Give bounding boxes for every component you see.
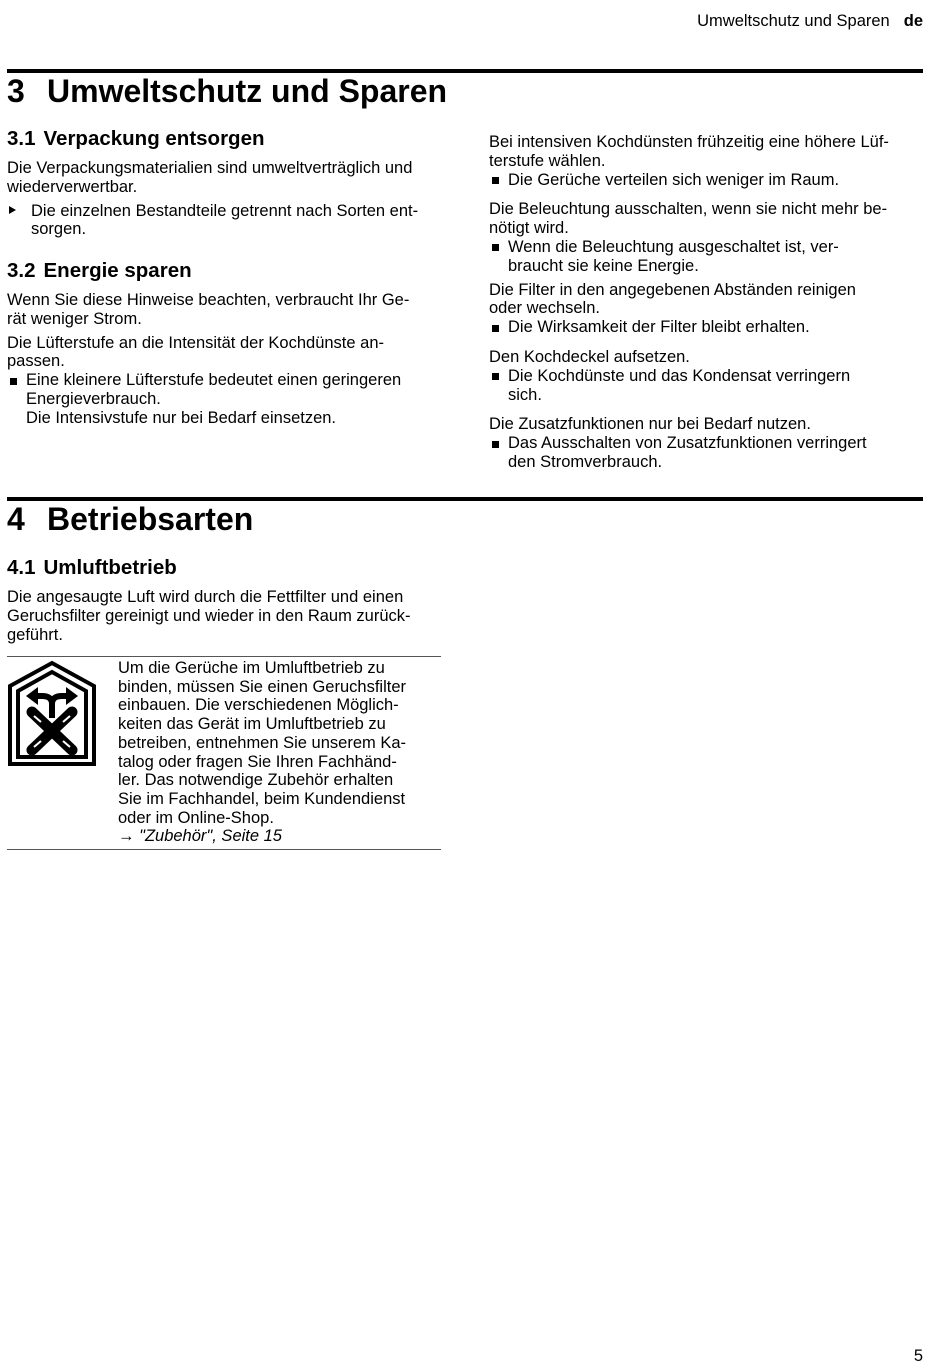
page-number: 5 xyxy=(913,1347,923,1365)
cross-reference-link[interactable]: "Zubehör", Seite 15 xyxy=(139,827,282,846)
chapter-4-heading xyxy=(7,500,253,538)
chapter-4-number: 4 xyxy=(7,501,25,537)
bullet-item: Die Wirksamkeit der Filter bleibt erhalten. xyxy=(489,318,919,337)
bullet-item: Die Gerüche verteilen sich weniger im Raum. xyxy=(489,171,919,190)
bullet-item: Eine kleinere Lüfterstufe bedeutet einen geringeren Energieverbrauch. Die Intensivstufe nur bei Bedarf einsetzen. xyxy=(7,371,447,427)
cross-reference-arrow-icon: → xyxy=(118,827,135,846)
header-language-code: de xyxy=(903,12,923,30)
section-3-1-heading xyxy=(7,127,265,151)
section-3-2-right-column xyxy=(489,133,919,472)
section-3-2-title: Energie sparen xyxy=(43,259,192,282)
chapter-3-title: Umweltschutz und Sparen xyxy=(47,73,448,109)
paragraph: Die Verpackungsmaterialien sind umweltverträglich und wiederverwertbar. xyxy=(7,159,413,196)
bullet-square-icon xyxy=(492,373,499,380)
section-4-1-heading xyxy=(7,556,177,580)
paragraph: Wenn Sie diese Hinweise beachten, verbraucht Ihr Ge- rät weniger Strom. xyxy=(7,291,410,328)
running-header xyxy=(697,11,923,31)
paragraph: Die Beleuchtung ausschalten, wenn sie nicht mehr be- nötigt wird. xyxy=(489,200,888,238)
bullet-square-icon xyxy=(492,177,499,184)
paragraph: Die Zusatzfunktionen nur bei Bedarf nutzen. xyxy=(489,415,811,434)
bullet-square-icon xyxy=(492,244,499,251)
note-bottom-rule xyxy=(7,849,441,850)
recirculation-mode-icon xyxy=(8,660,96,766)
section-4-1-title: Umluftbetrieb xyxy=(43,556,177,579)
section-3-1-title: Verpackung entsorgen xyxy=(43,127,265,150)
bullet-square-icon xyxy=(492,441,499,448)
bullet-item: Die Kochdünste und das Kondensat verringern sich. xyxy=(489,367,919,405)
note-top-rule xyxy=(7,656,441,657)
step-arrow-icon xyxy=(9,206,16,214)
paragraph: Die Lüfterstufe an die Intensität der Kochdünste an- passen. xyxy=(7,333,384,371)
paragraph: Die angesaugte Luft wird durch die Fettfilter und einen Geruchsfilter gereinigt und wieder in den Raum zurück- geführt. xyxy=(7,588,411,644)
chapter-3-heading xyxy=(7,72,447,110)
section-4-1-body xyxy=(7,588,447,644)
note-text xyxy=(118,659,438,846)
section-3-2-body xyxy=(7,291,447,428)
section-3-2-number: 3.2 xyxy=(7,259,36,282)
bullet-square-icon xyxy=(10,378,17,385)
section-3-2-heading xyxy=(7,259,192,283)
accessories-cross-reference[interactable] xyxy=(118,827,438,846)
note-paragraph: Um die Gerüche im Umluftbetrieb zu binden, müssen Sie einen Geruchsfilter einbauen. Die verschiedenen Möglich- keiten das Gerät im Umluftbetrieb zu betreiben, entnehmen Sie unserem Ka- talog oder fragen Sie Ihren Fachhänd- ler. Das notwendige Zubehör erhalten Sie im Fachhandel, beim Kundendienst oder im Online-Shop. xyxy=(118,659,407,827)
bullet-item: Das Ausschalten von Zusatzfunktionen verringert den Stromverbrauch. xyxy=(489,434,919,472)
header-section-title: Umweltschutz und Sparen xyxy=(697,12,890,30)
chapter-4-title: Betriebsarten xyxy=(47,501,254,537)
paragraph: Die Filter in den angegebenen Abständen reinigen oder wechseln. xyxy=(489,280,856,318)
chapter-3-number: 3 xyxy=(7,73,25,109)
section-3-1-number: 3.1 xyxy=(7,127,36,150)
section-3-1-body xyxy=(7,159,447,239)
section-4-1-number: 4.1 xyxy=(7,556,36,579)
bullet-item: Wenn die Beleuchtung ausgeschaltet ist, ver- braucht sie keine Energie. xyxy=(489,238,919,276)
instruction-step: Die einzelnen Bestandteile getrennt nach Sorten ent- sorgen. xyxy=(7,202,447,240)
paragraph: Bei intensiven Kochdünsten frühzeitig eine höhere Lüf- terstufe wählen. xyxy=(489,133,889,170)
bullet-square-icon xyxy=(492,325,499,332)
paragraph: Den Kochdeckel aufsetzen. xyxy=(489,347,690,366)
